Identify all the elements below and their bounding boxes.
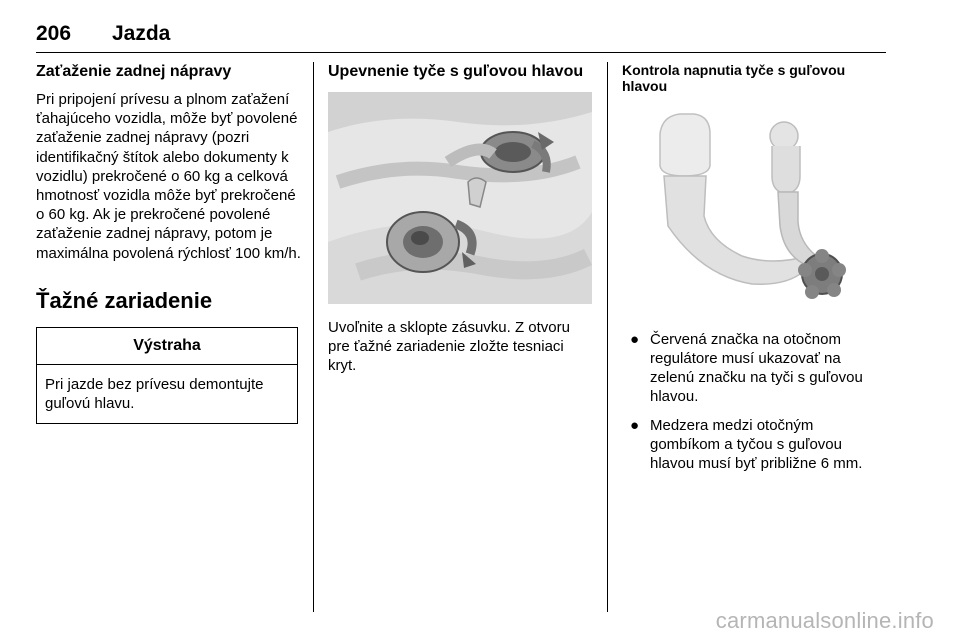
page-title: Jazda xyxy=(112,22,171,45)
bullet-dot: ● xyxy=(630,331,640,348)
page-header xyxy=(36,22,886,53)
ball-bar-drawing xyxy=(622,106,884,316)
column-2 xyxy=(328,62,594,376)
bullet-text: Medzera medzi otočným gombíkom a tyčou s guľovou hlavou musí byť približne 6 mm. xyxy=(650,417,863,472)
bullet-dot: ● xyxy=(630,417,640,434)
mounting-illustration xyxy=(328,92,592,304)
column-divider-1 xyxy=(313,62,314,612)
rear-axle-paragraph: Pri pripojení prívesu a plnom zaťažení ťahajúceho vozidla, môže byť povolené zaťaženie zadnej nápravy (pozri identifikačný štítok alebo dokumenty k vozidlu) prekročené o 60 kg a celková hmotnosť vozidla môže byť prekročené o 60 kg. Ak je prekročené povolené zaťaženie zadnej nápravy, potom je maximálna povolená rýchlosť 100 km/h. xyxy=(36,91,301,262)
page-number: 206 xyxy=(36,22,72,45)
warning-title: Výstraha xyxy=(37,328,297,365)
chapter-title-towing: Ťažné zariadenie xyxy=(36,287,213,313)
section-title-mounting: Upevnenie tyče s guľovou hlavou xyxy=(328,63,584,80)
watermark: carmanualsonline.info xyxy=(715,608,934,633)
tow-socket-illustration xyxy=(328,92,592,304)
column-3 xyxy=(622,62,886,483)
bullet-item-gap xyxy=(622,416,886,473)
bullet-text: Červená značka na otočnom regulátore musí ukazovať na zelenú značku na tyči s guľovou hlavou. xyxy=(650,331,863,405)
warning-box xyxy=(36,327,298,424)
check-bullet-list xyxy=(622,330,886,473)
ball-bar-illustration xyxy=(622,106,884,316)
section-title-tension-check: Kontrola napnutia tyče s guľovou hlavou xyxy=(622,62,846,94)
section-title-rear-axle: Zaťaženie zadnej nápravy xyxy=(36,63,232,80)
column-divider-2 xyxy=(607,62,608,612)
column-1 xyxy=(36,62,302,424)
bullet-item-red-mark xyxy=(622,330,886,406)
mounting-paragraph: Uvoľnite a sklopte zásuvku. Z otvoru pre ťažné zariadenie zložte tesniaci kryt. xyxy=(328,319,570,375)
warning-text: Pri jazde bez prívesu demontujte guľovú hlavu. xyxy=(45,375,264,412)
